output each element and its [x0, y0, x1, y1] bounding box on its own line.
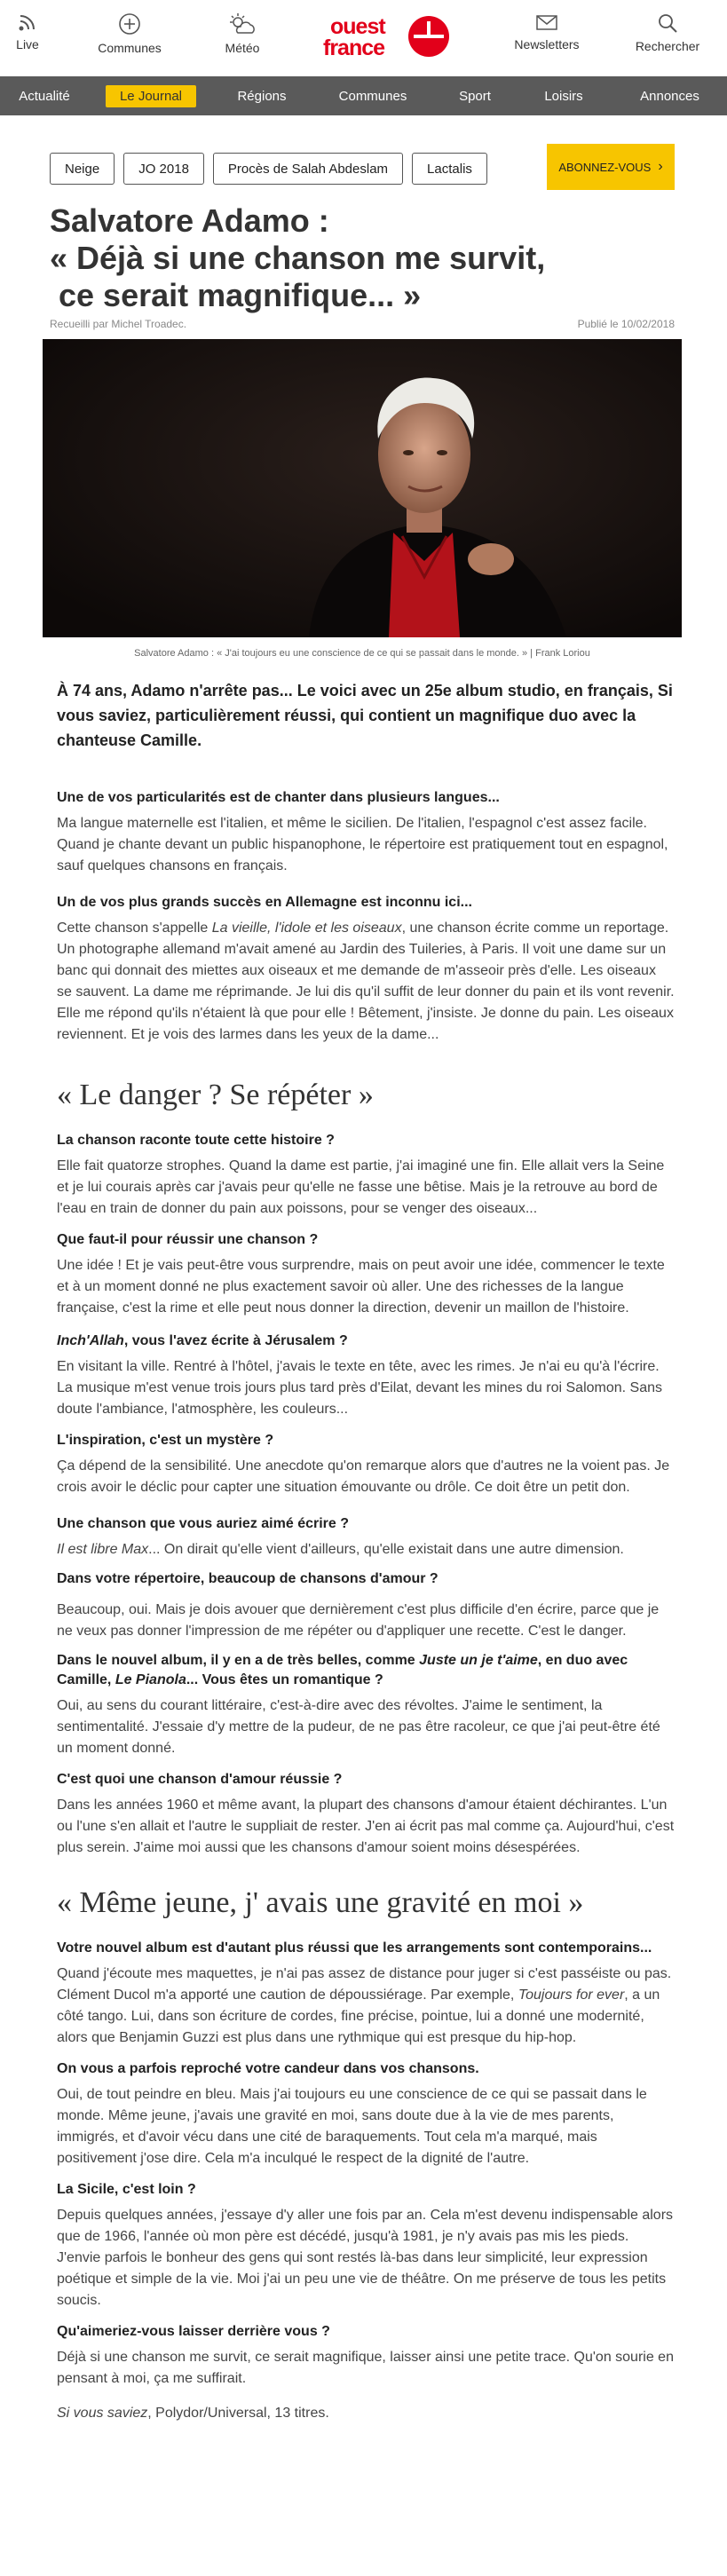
- ouest-france-logo[interactable]: [323, 12, 447, 62]
- communes-link[interactable]: [89, 12, 170, 55]
- search-link[interactable]: [627, 12, 708, 53]
- song-title: Toujours for ever: [518, 1987, 625, 2003]
- album-title: Si vous saviez: [57, 2406, 148, 2421]
- question: Une chanson que vous auriez aimé écrire ?: [57, 1516, 349, 1531]
- answer: Ma langue maternelle est l'italien, et même le sicilien. De l'italien, l'espagnol c'est assez facile. Quand je chante devant un public hispanophone, le répertoire est pratiquement tout en espagnol, sauf quelques chansons en français.: [57, 816, 668, 873]
- article-lead: À 74 ans, Adamo n'arrête pas... Le voici avec un 25e album studio, en français, Si vous saviez, particulièrement réussi, qui contient un magnifique duo avec la chanteuse Camille.: [57, 682, 673, 749]
- answer: Dans les années 1960 et même avant, la plupart des chansons d'amour étaient déchirantes. L'un ou l'une s'en allait et l'autre le suppliait de rester. J'en ai écrit pas mal comme ça. Aujourd'hui, c'est plus serein. J'aime moi aussi que les chansons d'amour soient moins désespérées.: [57, 1798, 675, 1855]
- nav-item-sport[interactable]: [435, 76, 515, 115]
- weather-icon: [227, 12, 257, 36]
- nav-item-le-journal[interactable]: [89, 76, 213, 115]
- nav-label: Sport: [459, 88, 491, 104]
- nav-label: Loisirs: [544, 88, 583, 104]
- answer: [57, 918, 675, 1046]
- chevron-right-icon: ›: [658, 159, 663, 174]
- song-title: Le Pianola: [115, 1672, 186, 1687]
- answer: Une idée ! Et je vais peut-être vous surprendre, mais on peut avoir une idée, commencer le texte et à un moment donné ne plus exactement savoir où aller. Une des richesses de la langue française, c'est la rime et elle peut nous donner la direction, devenir un maillon de l'histoire.: [57, 1258, 665, 1316]
- search-label: Rechercher: [635, 39, 700, 53]
- meteo-label: Météo: [225, 41, 260, 55]
- question: On vous a parfois reproché votre candeur dans vos chansons.: [57, 2061, 479, 2076]
- newsletters-link[interactable]: [502, 12, 591, 51]
- question-text: , vous l'avez écrite à Jérusalem ?: [123, 1333, 348, 1348]
- album-credit-text: , Polydor/Universal, 13 titres.: [147, 2406, 329, 2421]
- answer: Ça dépend de la sensibilité. Une anecdote qu'on remarque alors que d'autres ne la voient pas. Je crois avoir le déclic pour capter une situation émouvante ou drôle. Ce doit être un petit don.: [57, 1458, 670, 1495]
- logo-line2: france: [323, 36, 385, 60]
- question: [57, 1651, 675, 1690]
- answer: Beaucoup, oui. Mais je dois avouer que dernièrement c'est plus difficile d'en écrire, parce que je ne veux pas donner l'impression de me répéter ou d'appliquer une recette. C'est le danger.: [57, 1602, 660, 1639]
- logo-line1: ouest: [330, 14, 385, 39]
- nav-item-loisirs[interactable]: [515, 76, 612, 115]
- mail-icon: [535, 12, 558, 32]
- question: [57, 1331, 675, 1351]
- question: La chanson raconte toute cette histoire ?: [57, 1133, 335, 1148]
- answer: Elle fait quatorze strophes. Quand la dame est partie, j'ai imaginé une fin. Elle allait vers la Seine et je lui courais après car j'avais peur qu'elle ne fasse une bêtise. Mais je la retrouve au bord de l'eau en train de donner du pain aux poissons, pour se venger des oiseaux...: [57, 1158, 665, 1216]
- nav-label: Communes: [338, 88, 407, 104]
- answer: [57, 1539, 675, 1561]
- nav-item-communes[interactable]: [311, 76, 435, 115]
- tag-jo-2018[interactable]: JO 2018: [123, 153, 204, 185]
- title-line2: « Déjà si une chanson me survit,: [50, 240, 546, 276]
- qa-section-1: [57, 788, 675, 2422]
- article-title: [50, 202, 675, 314]
- live-icon: [18, 12, 37, 32]
- article-meta: [50, 318, 675, 330]
- section-heading: « Le danger ? Se répéter »: [57, 1079, 374, 1111]
- logo-cross-icon: [408, 16, 449, 57]
- photo-caption: Salvatore Adamo : « J'ai toujours eu une conscience de ce qui se passait dans le monde. » | Frank Loriou: [134, 648, 590, 659]
- communes-label: Communes: [98, 41, 162, 55]
- question: L'inspiration, c'est un mystère ?: [57, 1433, 274, 1448]
- answer: Oui, au sens du courant littéraire, c'est-à-dire avec des révoltes. J'aime le sentiment, la sentimentalité. J'essaie d'y mettre de la pudeur, de ne pas être racoleur, ce que j'ai peut-être été un moment donné.: [57, 1698, 660, 1756]
- tag-proces-salah-abdeslam[interactable]: Procès de Salah Abdeslam: [213, 153, 403, 185]
- title-line3: ce serait magnifique... »: [59, 277, 422, 313]
- album-credit: [57, 2406, 675, 2422]
- nav-label: Le Journal: [106, 85, 196, 107]
- answer: [57, 1964, 675, 2049]
- answer: Oui, de tout peindre en bleu. Mais j'ai toujours eu une conscience de ce qui se passait dans le monde. Même jeune, j'avais une gravité en moi, sans doute due à la vie de mes parents, immigrés, et d'avoir vécu dans une cité de baraquements. Tout cela m'a marqué, mais positivement j'ose dire. Cela m'a inculqué le respect de la dignité de l'autre.: [57, 2087, 647, 2166]
- nav-label: Régions: [237, 88, 287, 104]
- nav-item-actualite[interactable]: [0, 76, 89, 115]
- title-line1: Salvatore Adamo :: [50, 202, 329, 239]
- publish-date: Publié le 10/02/2018: [577, 318, 675, 330]
- question: Dans votre répertoire, beaucoup de chansons d'amour ?: [57, 1571, 439, 1586]
- meteo-link[interactable]: [213, 12, 272, 55]
- nav-item-regions[interactable]: [213, 76, 311, 115]
- topic-tags: [50, 153, 487, 185]
- question: La Sicile, c'est loin ?: [57, 2182, 196, 2197]
- answer-text: , une chanson écrite comme un reportage. Un photographe allemand m'avait amené au Jardin des Tuileries, à Paris. Il voit une dame sur un banc qui donnait des miettes aux oiseaux et me demande de m'asseoir près d'elle. Les oiseaux se sauvent. La dame me réprimande. Je lui dis qu'il suffit de leur donner du pain et ils vont revenir. Elle me répond qu'ils n'étaient là que pour elle ! Bêtement, j'insiste. Je donne du pain. Les oiseaux reviennent. Et je vois des larmes dans les yeux de la dame...: [57, 921, 675, 1042]
- song-title: Juste un je t'aime: [419, 1653, 538, 1668]
- top-header: [0, 0, 727, 76]
- question: Un de vos plus grands succès en Allemagne est inconnu ici...: [57, 895, 472, 910]
- search-icon: [657, 12, 678, 34]
- answer: Depuis quelques années, j'essaye d'y aller une fois par an. Cela m'est devenu indispensable alors que de 1966, l'année où mon père est décédé, jusqu'à 1981, je n'y avais pas mis les pieds. J'envie parfois le bonheur des gens qui sont restés là-bas dans leur simplicité, leur expression poétique et simple de la vie. Moi j'ai un peu une vie de théâtre. On me préserve de tous les petits soucis.: [57, 2208, 674, 2308]
- song-title: Il est libre Max: [57, 1542, 149, 1557]
- question: Que faut-il pour réussir une chanson ?: [57, 1232, 319, 1247]
- question: Qu'aimeriez-vous laisser derrière vous ?: [57, 2324, 330, 2339]
- article: [50, 197, 675, 2422]
- question-text: , en duo avec Camille,: [57, 1653, 628, 1687]
- question-text: Dans le nouvel album, il y en a de très belles, comme: [57, 1653, 420, 1668]
- main-nav: [0, 76, 727, 115]
- tag-lactalis[interactable]: Lactalis: [412, 153, 487, 185]
- newsletters-label: Newsletters: [514, 37, 580, 51]
- song-title: Inch'Allah: [57, 1333, 124, 1348]
- answer-text: Quand j'écoute mes maquettes, je n'ai pas assez de distance pour juger si c'est passéiste ou pas. Clément Ducol m'a apporté une caution de dépoussiérage. Par exemple,: [57, 1966, 672, 2003]
- question: C'est quoi une chanson d'amour réussie ?: [57, 1772, 343, 1787]
- answer-text: ... On dirait qu'elle vient d'ailleurs, qu'elle existait dans une autre dimension.: [148, 1542, 624, 1557]
- section-heading: « Même jeune, j' avais une gravité en moi »: [57, 1886, 584, 1919]
- question-text: ... Vous êtes un romantique ?: [186, 1672, 383, 1687]
- subscribe-label: ABONNEZ-VOUS: [558, 160, 652, 174]
- tag-neige[interactable]: Neige: [50, 153, 115, 185]
- subscribe-button[interactable]: [547, 144, 675, 190]
- answer: Déjà si une chanson me survit, ce serait magnifique, laisser ainsi une petite trace. Qu'on sourie en pensant à moi, ça me suffirait.: [57, 2350, 674, 2386]
- nav-item-annonces[interactable]: [612, 76, 727, 115]
- nav-label: Actualité: [19, 88, 70, 104]
- question: Une de vos particularités est de chanter dans plusieurs langues...: [57, 790, 500, 805]
- answer: En visitant la ville. Rentré à l'hôtel, j'avais le texte en tête, avec les rimes. Je n'ai eu qu'à l'écrire. La musique m'est venue trois jours plus tard près d'Eilat, devant les mines du roi Salomon. Sans doute l'ambiance, l'atmosphère, les couleurs...: [57, 1359, 663, 1417]
- nav-label: Annonces: [640, 88, 699, 104]
- song-title: La vieille, l'idole et les oiseaux: [211, 921, 402, 936]
- answer-text: Cette chanson s'appelle: [57, 921, 212, 936]
- article-photo[interactable]: [43, 339, 682, 637]
- plus-circle-icon: [118, 12, 141, 36]
- portrait-image: [43, 339, 682, 637]
- question: Votre nouvel album est d'autant plus réussi que les arrangements sont contemporains...: [57, 1940, 652, 1956]
- answer-text: , a un côté tango. Lui, dans son écriture de cordes, fine précise, pointue, lui a donné une modernité, alors que Benjamin Guzzi est plus dans une rythmique qui est presque du hip-hop.: [57, 1987, 660, 2045]
- live-label: Live: [16, 37, 39, 51]
- author: Recueilli par Michel Troadec.: [50, 318, 187, 330]
- live-link[interactable]: [11, 12, 44, 51]
